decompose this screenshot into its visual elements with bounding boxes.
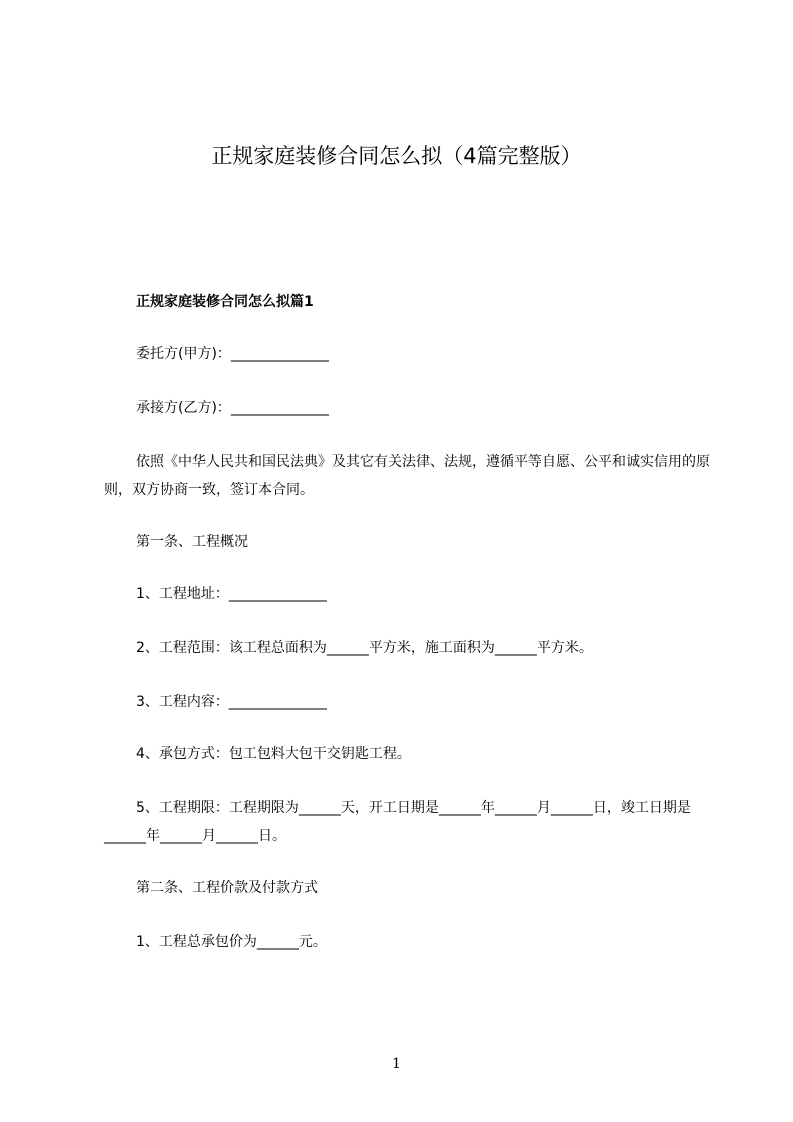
preamble-paragraph: 依照《中华人民共和国民法典》及其它有关法律、法规，遵循平等自愿、公平和诚实信用的原则，双方协商一致，签订本合同。 [104, 454, 710, 498]
item-1-3: 3、工程内容：______________ [136, 694, 327, 710]
article-1-heading: 第一条、工程概况 [136, 534, 248, 550]
contractor-line: 承接方(乙方)：______________ [136, 400, 329, 416]
item-1-2: 2、工程范围：该工程总面积为______平方米，施工面积为______平方米。 [136, 640, 593, 656]
section-heading: 正规家庭装修合同怎么拟篇1 [136, 294, 314, 310]
item-1-5: 5、工程期限：工程期限为______天，开工日期是______年______月______日，竣工日期是______年______月______日。 [104, 800, 691, 844]
article-2-heading: 第二条、工程价款及付款方式 [136, 880, 318, 896]
item-2-1: 1、工程总承包价为______元。 [136, 934, 327, 950]
item-1-4: 4、承包方式：包工包料大包干交钥匙工程。 [136, 746, 411, 762]
page-number: 1 [392, 1056, 401, 1072]
item-1-1: 1、工程地址：______________ [136, 586, 327, 602]
client-line: 委托方(甲方)：______________ [136, 346, 329, 362]
document-title: 正规家庭装修合同怎么拟（4篇完整版） [211, 144, 582, 168]
